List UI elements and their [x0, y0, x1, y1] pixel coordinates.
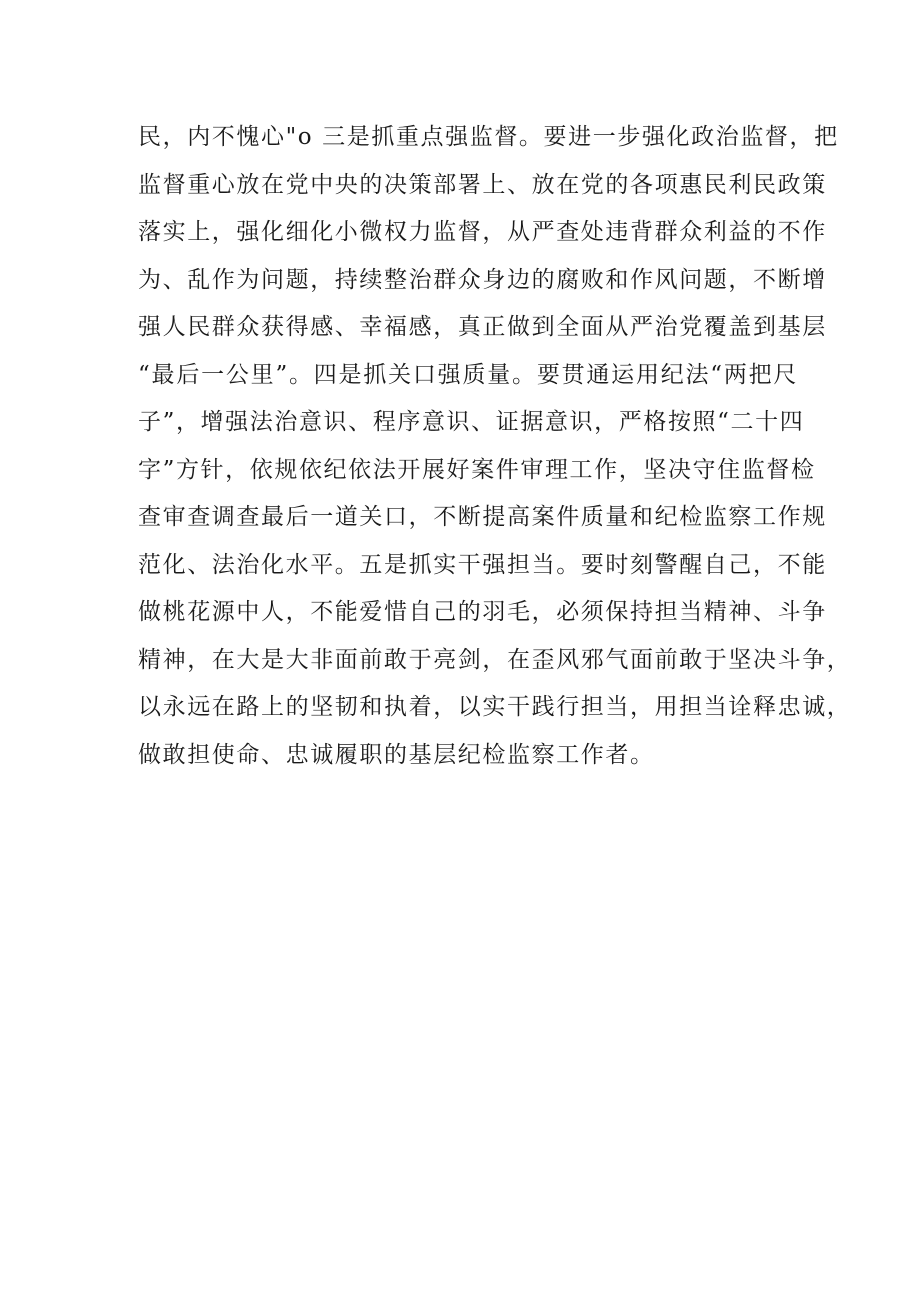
paragraph-line-8: 字”方针，依规依纪依法开展好案件审理工作，坚决守住监督检: [138, 456, 816, 483]
paragraph-line-13: 以永远在路上的坚韧和执着，以实干践行担当，用担当诠释忠诚，: [138, 694, 852, 720]
paragraph-line-14: 做敢担使命、忠诚履职的基层纪检监察工作者。: [138, 741, 655, 768]
body-paragraph: [138, 114, 852, 779]
paragraph-line-4: 为、乱作为问题，持续整治群众身边的腐败和作风问题，不断增: [138, 266, 827, 293]
paragraph-line-2: 监督重心放在党中央的决策部署上、放在党的各项惠民利民政策: [138, 171, 827, 198]
paragraph-line-6: “最后一公里”。四是抓关口强质量。要贯通运用纪法“两把尺: [138, 361, 798, 388]
paragraph-line-11: 做桃花源中人，不能爱惜自己的羽毛，必须保持担当精神、斗争: [138, 599, 827, 625]
paragraph-line-7: 子”，增强法治意识、程序意识、证据意识，严格按照“二十四: [138, 409, 805, 435]
paragraph-line-1: 民，内不愧心"o 三是抓重点强监督。要进一步强化政治监督，把: [138, 124, 839, 150]
paragraph-line-9: 查审查调查最后一道关口，不断提高案件质量和纪检监察工作规: [138, 504, 827, 530]
paragraph-line-3: 落实上，强化细化小微权力监督，从严查处违背群众利益的不作: [138, 219, 827, 245]
paragraph-line-5: 强人民群众获得感、幸福感，真正做到全面从严治党覆盖到基层: [138, 314, 827, 340]
paragraph-line-12: 精神，在大是大非面前敢于亮剑，在歪风邪气面前敢于坚决斗争，: [138, 646, 852, 673]
paragraph-line-10: 范化、法治化水平。五是抓实干强担当。要时刻警醒自己，不能: [138, 551, 827, 578]
